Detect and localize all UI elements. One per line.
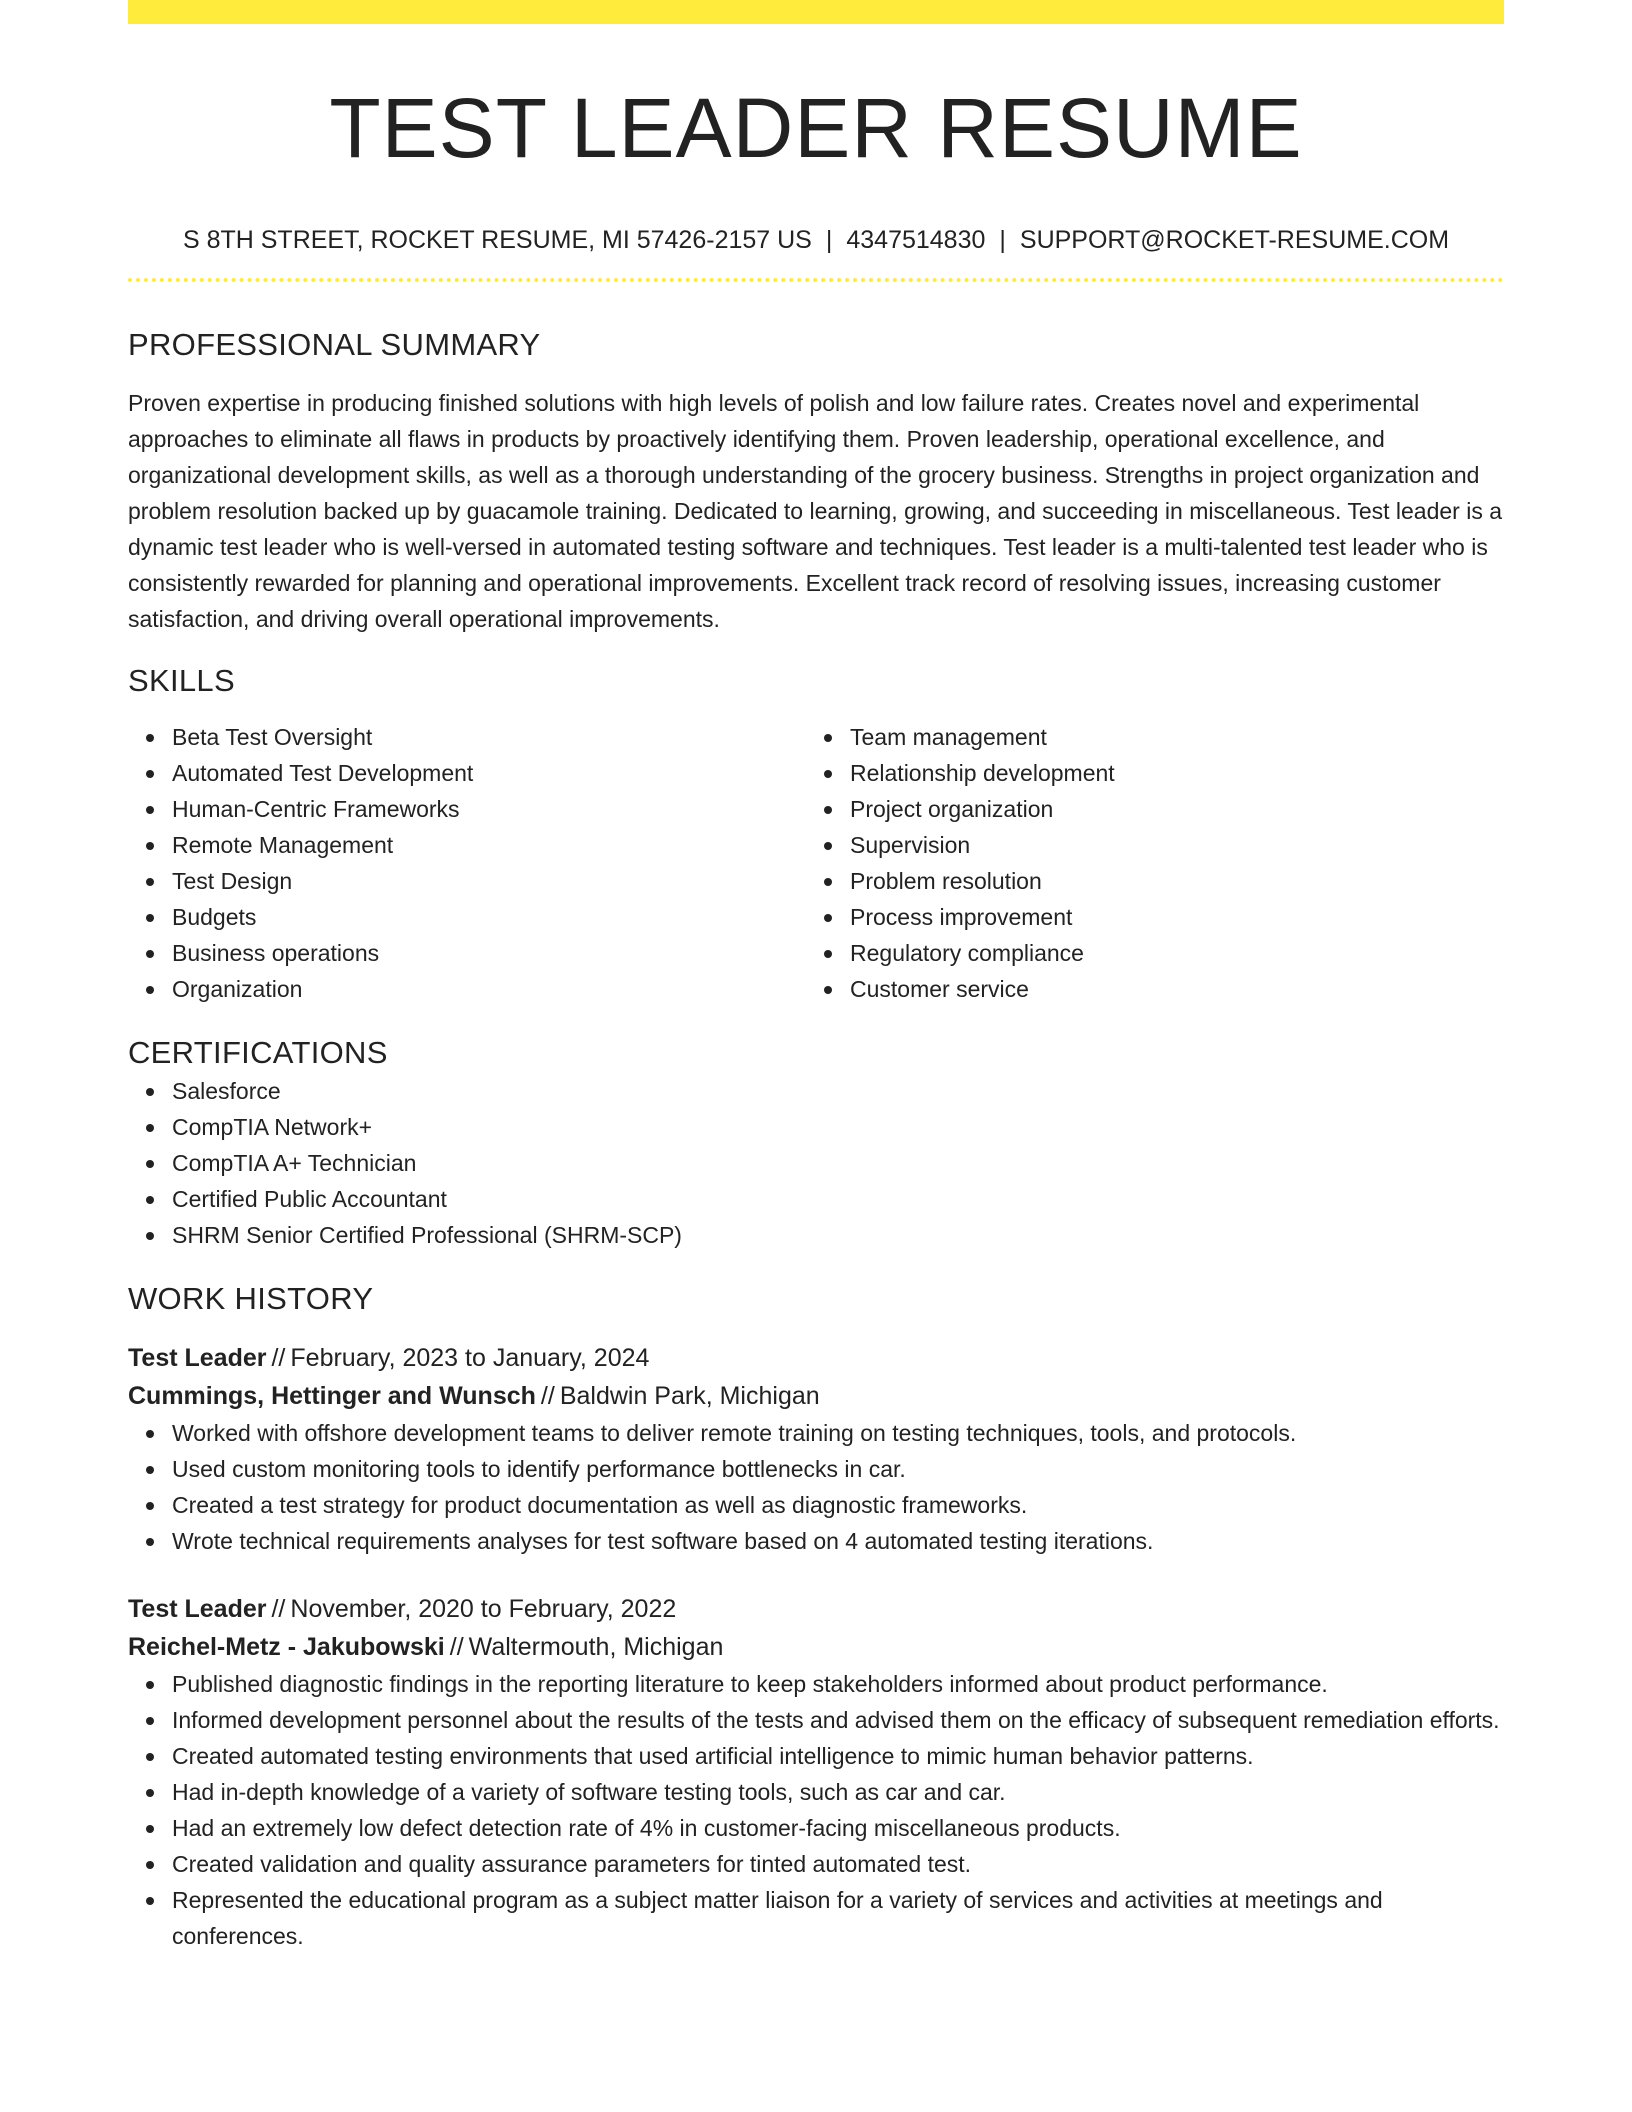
job-separator: // [540, 1382, 555, 1410]
job-separator: // [271, 1344, 286, 1372]
skill-item: Automated Test Development [172, 755, 806, 791]
contact-separator: | [999, 226, 1006, 254]
skills-grid [128, 719, 1504, 1007]
resume-title: TEST LEADER RESUME [329, 81, 1303, 175]
job-dates: November, 2020 to February, 2022 [290, 1595, 677, 1623]
job-title: Test Leader [128, 1595, 267, 1623]
job-duty-item: Worked with offshore development teams to deliver remote training on testing techniques, tools, and protocols. [172, 1415, 1504, 1451]
skills-column-right [806, 719, 1484, 1007]
job-entry [128, 1590, 1504, 1954]
job-duty-item: Published diagnostic findings in the reporting literature to keep stakeholders informed about product performance. [172, 1666, 1504, 1702]
certifications-list [128, 1073, 1504, 1253]
skill-item: Customer service [850, 971, 1484, 1007]
certifications-heading: CERTIFICATIONS [128, 1035, 388, 1070]
skill-item: Remote Management [172, 827, 806, 863]
top-accent-bar [128, 0, 1504, 24]
certification-item: CompTIA Network+ [172, 1109, 1504, 1145]
skill-item: Budgets [172, 899, 806, 935]
skills-heading: SKILLS [128, 663, 235, 698]
skill-item: Beta Test Oversight [172, 719, 806, 755]
skills-list-left [128, 719, 806, 1007]
job-separator: // [449, 1633, 464, 1661]
skill-item: Team management [850, 719, 1484, 755]
job-title: Test Leader [128, 1344, 267, 1372]
contact-phone: 4347514830 [846, 226, 986, 254]
skill-item: Regulatory compliance [850, 935, 1484, 971]
job-duty-item: Had an extremely low defect detection rate of 4% in customer-facing miscellaneous products. [172, 1810, 1504, 1846]
job-separator: // [271, 1595, 286, 1623]
job-company: Cummings, Hettinger and Wunsch [128, 1382, 536, 1410]
job-duty-item: Created automated testing environments that used artificial intelligence to mimic human behavior patterns. [172, 1738, 1504, 1774]
skill-item: Project organization [850, 791, 1484, 827]
job-duties-list [128, 1415, 1504, 1559]
job-duty-item: Represented the educational program as a subject matter liaison for a variety of services and activities at meetings and conferences. [172, 1882, 1504, 1954]
resume-page [128, 0, 1504, 1954]
skill-item: Supervision [850, 827, 1484, 863]
job-entry [128, 1339, 1504, 1559]
job-duties-list [128, 1666, 1504, 1954]
skill-item: Relationship development [850, 755, 1484, 791]
job-duty-item: Created validation and quality assurance parameters for tinted automated test. [172, 1846, 1504, 1882]
work-history-heading: WORK HISTORY [128, 1281, 374, 1316]
skill-item: Process improvement [850, 899, 1484, 935]
skill-item: Organization [172, 971, 806, 1007]
job-title-line [128, 1339, 1504, 1377]
job-duty-item: Wrote technical requirements analyses for test software based on 4 automated testing iterations. [172, 1523, 1504, 1559]
job-duty-item: Had in-depth knowledge of a variety of software testing tools, such as car and car. [172, 1774, 1504, 1810]
contact-address: S 8TH STREET, ROCKET RESUME, MI 57426-2157 US [182, 226, 812, 254]
certification-item: SHRM Senior Certified Professional (SHRM-SCP) [172, 1217, 1504, 1253]
summary-heading: PROFESSIONAL SUMMARY [128, 327, 541, 362]
skill-item: Problem resolution [850, 863, 1484, 899]
job-location: Waltermouth, Michigan [468, 1633, 724, 1661]
summary-text: Proven expertise in producing finished solutions with high levels of polish and low failure rates. Creates novel and experimental approaches to eliminate all flaws in products by proactively identifying them. Proven leadership, operational excellence, and organizational development skills, as well as a thorough understanding of the grocery business. Strengths in project organization and problem resolution backed up by guacamole training. Dedicated to learning, growing, and succeeding in miscellaneous. Test leader is a dynamic test leader who is well-versed in automated testing software and techniques. Test leader is a multi-talented test leader who is consistently rewarded for planning and operational improvements. Excellent track record of resolving issues, increasing customer satisfaction, and driving overall operational improvements. [128, 390, 1503, 632]
certification-item: Certified Public Accountant [172, 1181, 1504, 1217]
certification-item: Salesforce [172, 1073, 1504, 1109]
job-dates: February, 2023 to January, 2024 [290, 1344, 650, 1372]
dotted-divider [128, 278, 1504, 282]
job-company-line [128, 1628, 1504, 1666]
job-duty-item: Used custom monitoring tools to identify performance bottlenecks in car. [172, 1451, 1504, 1487]
certification-item: CompTIA A+ Technician [172, 1145, 1504, 1181]
contact-line [128, 224, 1504, 256]
contact-separator: | [825, 226, 833, 254]
contact-email: SUPPORT@ROCKET-RESUME.COM [1019, 226, 1450, 254]
job-company-line [128, 1377, 1504, 1415]
job-location: Baldwin Park, Michigan [559, 1382, 820, 1410]
skill-item: Test Design [172, 863, 806, 899]
job-duty-item: Informed development personnel about the results of the tests and advised them on the efficacy of subsequent remediation efforts. [172, 1702, 1504, 1738]
job-company: Reichel-Metz - Jakubowski [128, 1633, 445, 1661]
skills-column-left [128, 719, 806, 1007]
skill-item: Business operations [172, 935, 806, 971]
job-duty-item: Created a test strategy for product documentation as well as diagnostic frameworks. [172, 1487, 1504, 1523]
job-title-line [128, 1590, 1504, 1628]
skills-list-right [806, 719, 1484, 1007]
skill-item: Human-Centric Frameworks [172, 791, 806, 827]
